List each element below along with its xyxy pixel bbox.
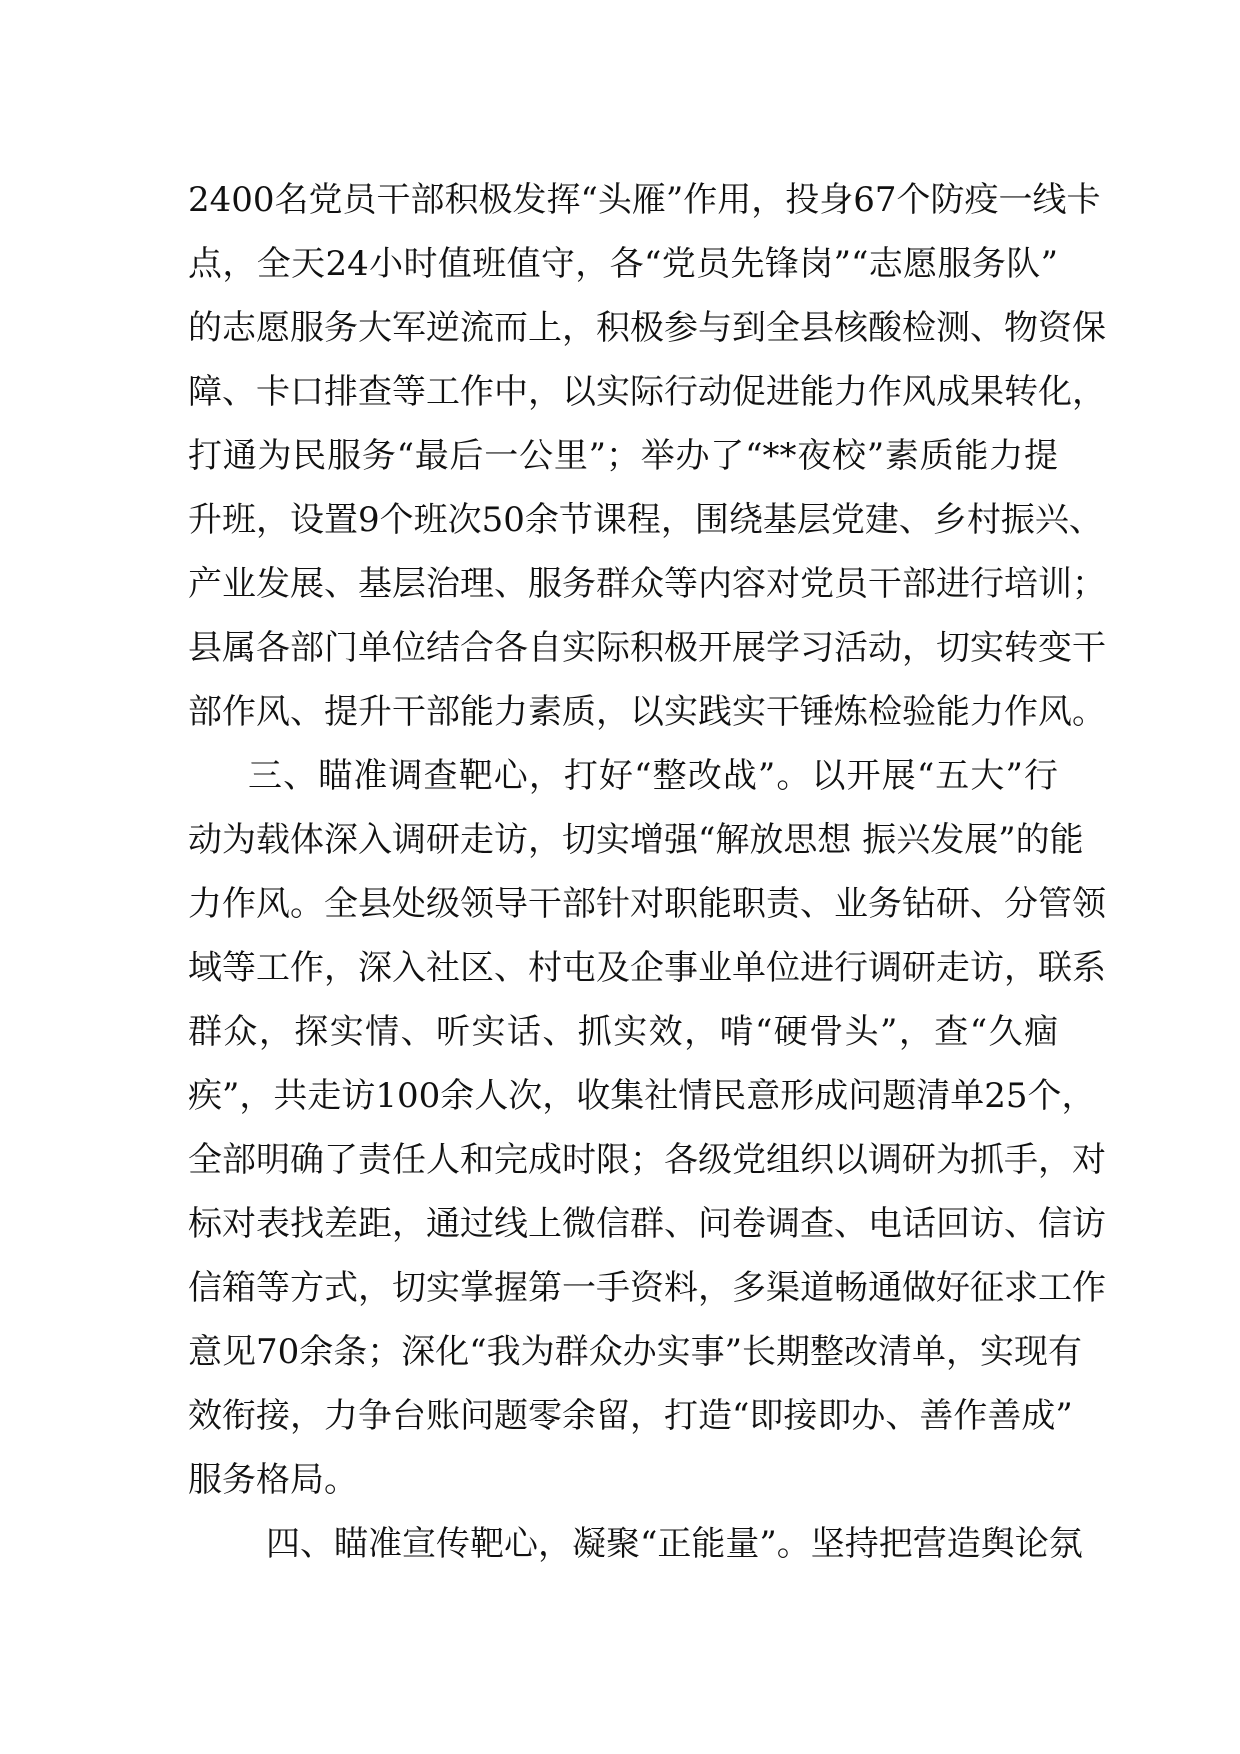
text-line: 障、卡口排查等工作中，以实际行动促进能力作风成果转化， bbox=[188, 372, 1106, 412]
text-line: 县属各部门单位结合各自实际积极开展学习活动，切实转变干 bbox=[188, 628, 1106, 668]
text-line: 2400名党员干部积极发挥“头雁”作用，投身67个防疫一线卡 bbox=[188, 180, 1101, 220]
text-line: 群众，探实情、听实话、抓实效，啃“硬骨头”，查“久痼 bbox=[188, 1012, 1058, 1052]
text-line: 产业发展、基层治理、服务群众等内容对党员干部进行培训； bbox=[188, 564, 1106, 604]
text-line: 意见70余条；深化“我为群众办实事”长期整改清单，实现有 bbox=[188, 1332, 1083, 1372]
text-line: 的志愿服务大军逆流而上，积极参与到全县核酸检测、物资保 bbox=[188, 308, 1106, 348]
body-text bbox=[188, 168, 1106, 1576]
text-line: 信箱等方式，切实掌握第一手资料，多渠道畅通做好征求工作 bbox=[188, 1268, 1106, 1308]
text-line: 部作风、提升干部能力素质，以实践实干锤炼检验能力作风。 bbox=[188, 692, 1106, 732]
text-line: 动为载体深入调研走访，切实增强“解放思想 振兴发展”的能 bbox=[188, 820, 1084, 860]
text-line: 打通为民服务“最后一公里”；举办了“**夜校”素质能力提 bbox=[188, 436, 1058, 476]
section-heading-line: 四、瞄准宣传靶心，凝聚“正能量”。坚持把营造舆论氛 bbox=[266, 1524, 1083, 1564]
text-line: 域等工作，深入社区、村屯及企事业单位进行调研走访，联系 bbox=[188, 948, 1106, 988]
text-line: 点，全天24小时值班值守，各“党员先锋岗”“志愿服务队” bbox=[188, 244, 1058, 284]
text-line: 标对表找差距，通过线上微信群、问卷调查、电话回访、信访 bbox=[188, 1204, 1106, 1244]
section-heading-line: 三、瞄准调查靶心，打好“整改战”。以开展“五大”行 bbox=[248, 756, 1058, 796]
text-line: 力作风。全县处级领导干部针对职能职责、业务钻研、分管领 bbox=[188, 884, 1106, 924]
text-line: 全部明确了责任人和完成时限；各级党组织以调研为抓手，对 bbox=[188, 1140, 1106, 1180]
text-line: 效衔接，力争台账问题零余留，打造“即接即办、善作善成” bbox=[188, 1396, 1073, 1436]
text-line: 服务格局。 bbox=[188, 1460, 358, 1500]
text-line: 升班，设置9个班次50余节课程，围绕基层党建、乡村振兴、 bbox=[188, 500, 1103, 540]
text-line: 疾”，共走访100余人次，收集社情民意形成问题清单25个， bbox=[188, 1076, 1096, 1116]
